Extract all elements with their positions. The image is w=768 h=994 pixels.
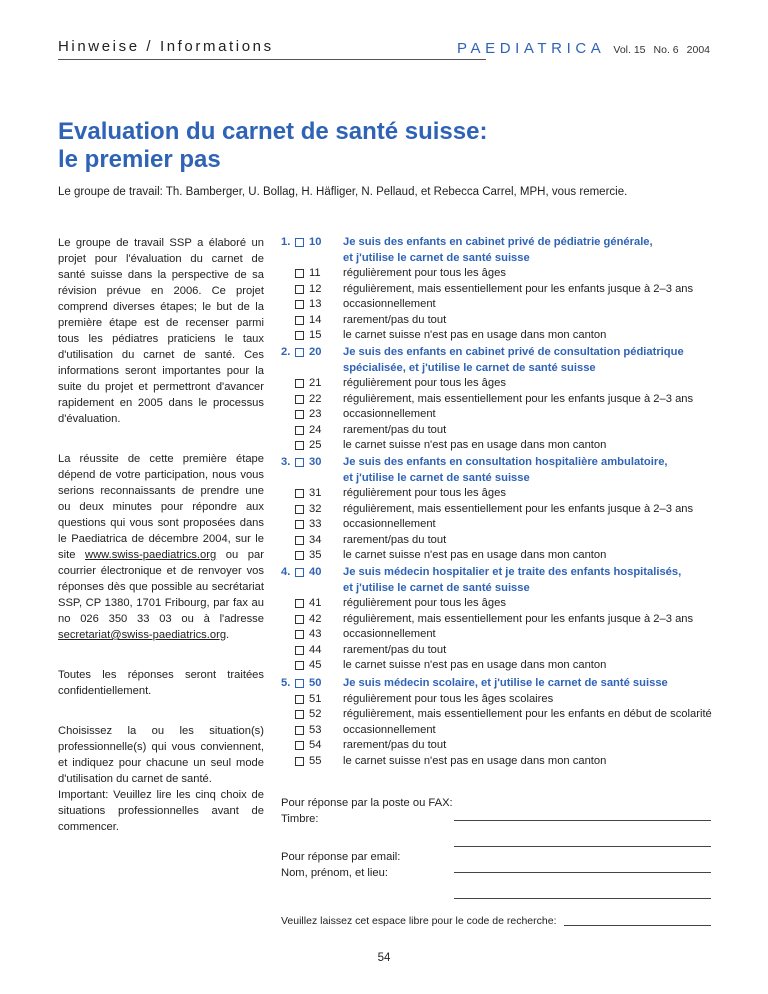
option-text: rarement/pas du tout <box>343 533 447 546</box>
question-heading <box>281 565 721 596</box>
option-text: régulièrement, mais essentiellement pour les enfants jusque à 2–3 ans <box>343 392 694 405</box>
option-code: 34 <box>309 533 322 546</box>
checkbox[interactable] <box>295 395 304 404</box>
option-text: occasionnellement <box>343 298 436 310</box>
answer-option <box>295 533 721 549</box>
blank-line-2[interactable] <box>454 898 711 899</box>
title-line-1: Evaluation du carnet de santé suisse: <box>58 118 488 145</box>
answer-option <box>295 438 721 454</box>
question-number: 1. <box>281 236 291 248</box>
checkbox[interactable] <box>295 489 304 498</box>
reply-stamp-label: Timbre: <box>281 813 319 825</box>
option-code: 14 <box>309 313 322 326</box>
intro-paragraph-2 <box>58 451 264 643</box>
volume: Vol. 15 <box>613 44 646 56</box>
checkbox[interactable] <box>295 726 304 735</box>
option-code: 31 <box>309 487 322 499</box>
reply-post-label: Pour réponse par la poste ou FAX: <box>281 797 453 809</box>
checkbox[interactable] <box>295 551 304 560</box>
option-text: rarement/pas du tout <box>343 423 447 436</box>
checkbox[interactable] <box>295 238 304 247</box>
answer-option <box>295 517 721 533</box>
name-line[interactable] <box>454 872 711 873</box>
option-text: occasionnellement <box>343 628 436 640</box>
option-text: occasionnellement <box>343 518 436 530</box>
option-code: 50 <box>309 677 322 689</box>
question-3 <box>281 455 721 564</box>
year: 2004 <box>686 44 710 56</box>
option-text: rarement/pas du tout <box>343 313 447 326</box>
checkbox[interactable] <box>295 520 304 529</box>
checkbox[interactable] <box>295 757 304 766</box>
page-number: 54 <box>377 952 391 964</box>
option-code: 41 <box>309 597 322 609</box>
option-code: 23 <box>309 408 322 420</box>
reply-email-label: Pour réponse par email: <box>281 851 401 863</box>
answer-option <box>295 282 721 298</box>
option-text: occasionnellement <box>343 723 436 736</box>
option-text: régulièrement pour tous les âges scolaires <box>343 692 554 705</box>
option-code: 30 <box>309 456 322 468</box>
option-text: régulièrement pour tous les âges <box>343 487 506 499</box>
checkbox[interactable] <box>295 285 304 294</box>
option-text: régulièrement pour tous les âges <box>343 597 506 609</box>
question-heading <box>281 235 721 266</box>
option-code: 51 <box>309 692 322 705</box>
email-link[interactable]: secretariat@swiss-paediatrics.org <box>58 629 227 641</box>
option-code: 25 <box>309 439 322 451</box>
checkbox[interactable] <box>295 505 304 514</box>
checkbox[interactable] <box>295 661 304 670</box>
intro-column <box>58 235 264 835</box>
heading-line-1: Je suis des enfants en consultation hospitalière ambulatoire, <box>343 456 668 468</box>
checkbox[interactable] <box>295 630 304 639</box>
checkbox[interactable] <box>295 426 304 435</box>
page-title <box>58 118 698 174</box>
question-2 <box>281 345 721 454</box>
answer-option <box>295 376 721 392</box>
option-text: le carnet suisse n'est pas en usage dans mon canton <box>343 659 607 671</box>
checkbox[interactable] <box>295 710 304 719</box>
option-text: le carnet suisse n'est pas en usage dans mon canton <box>343 439 607 451</box>
checkbox[interactable] <box>295 300 304 309</box>
credits: Le groupe de travail: Th. Bamberger, U. Bollag, H. Häfliger, N. Pellaud, et Rebecca Carrel, MPH, vous remercie. <box>58 186 628 198</box>
intro-paragraph-2-b: ou par courrier électronique et de renvoyer vos réponses dès que possible au secrétariat SSP, CP 1380, 1701 Fribourg, par fax au no 026 350 33 03 ou à l'adresse <box>58 549 264 625</box>
reply-email <box>281 849 400 881</box>
checkbox[interactable] <box>295 646 304 655</box>
option-code: 42 <box>309 612 322 625</box>
option-text: le carnet suisse n'est pas en usage dans mon canton <box>343 549 607 561</box>
answer-option <box>295 754 721 770</box>
issue-number: No. 6 <box>653 44 679 56</box>
question-heading <box>281 345 721 376</box>
answer-option <box>295 738 721 754</box>
heading-line-2: spécialisée, et j'utilise le carnet de santé suisse <box>343 361 596 374</box>
section-title: Hinweise / Informations <box>58 38 274 55</box>
answer-option <box>295 707 721 723</box>
reply-name-label: Nom, prénom, et lieu: <box>281 867 388 879</box>
checkbox[interactable] <box>295 615 304 624</box>
option-text: régulièrement pour tous les âges <box>343 267 506 279</box>
heading-line-1: Je suis médecin scolaire, et j'utilise le carnet de santé suisse <box>343 677 668 689</box>
option-text: régulièrement, mais essentiellement pour les enfants en début de scolarité <box>343 708 712 720</box>
research-code-line[interactable] <box>564 925 711 926</box>
option-code: 24 <box>309 423 322 436</box>
answer-option <box>295 502 721 518</box>
answer-option <box>295 692 721 708</box>
option-text: régulièrement, mais essentiellement pour les enfants jusque à 2–3 ans <box>343 282 694 295</box>
checkbox[interactable] <box>295 599 304 608</box>
question-number: 2. <box>281 346 291 358</box>
answer-option <box>295 266 721 282</box>
reply-post <box>281 795 453 827</box>
checkbox[interactable] <box>295 331 304 340</box>
checkbox[interactable] <box>295 316 304 325</box>
heading-line-2: et j'utilise le carnet de santé suisse <box>343 251 530 264</box>
option-code: 43 <box>309 628 322 640</box>
option-text: régulièrement pour tous les âges <box>343 377 506 389</box>
option-code: 55 <box>309 754 322 767</box>
heading-line-1: Je suis des enfants en cabinet privé de pédiatrie générale, <box>343 236 653 248</box>
option-code: 13 <box>309 298 322 310</box>
option-code: 21 <box>309 377 322 389</box>
heading-line-2: et j'utilise le carnet de santé suisse <box>343 581 530 594</box>
option-code: 12 <box>309 282 322 295</box>
answer-option <box>295 548 721 564</box>
option-text: régulièrement, mais essentiellement pour les enfants jusque à 2–3 ans <box>343 612 694 625</box>
option-code: 11 <box>309 267 321 279</box>
question-5 <box>281 676 721 769</box>
option-code: 44 <box>309 643 322 656</box>
question-number: 3. <box>281 456 291 468</box>
header-rule <box>58 59 486 60</box>
journal-header <box>457 40 710 57</box>
intro-paragraph-2-a: La réussite de cette première étape dépend de votre participation, nous vous serions reconnaissants de prendre une ou deux minutes pour répondre aux questions qui vous sont proposées dans le Paediatrica de décembre 2004, sur le site <box>58 453 264 561</box>
research-code-label: Veuillez laissez cet espace libre pour le code de recherche: <box>281 915 557 927</box>
checkbox[interactable] <box>295 458 304 467</box>
intro-paragraph-5: Important: Veuillez lire les cinq choix de situations professionnelles avant de commencer. <box>58 789 264 833</box>
option-text: régulièrement, mais essentiellement pour les enfants jusque à 2–3 ans <box>343 502 694 515</box>
option-code: 32 <box>309 502 322 515</box>
checkbox[interactable] <box>295 741 304 750</box>
intro-paragraph-2-c: . <box>226 629 230 641</box>
answer-option <box>295 423 721 439</box>
answer-option <box>295 723 721 739</box>
checkbox[interactable] <box>295 269 304 278</box>
option-code: 33 <box>309 518 322 530</box>
checkbox[interactable] <box>295 379 304 388</box>
checkbox[interactable] <box>295 679 304 688</box>
answer-option <box>295 392 721 408</box>
answer-option <box>295 486 721 502</box>
checkbox[interactable] <box>295 568 304 577</box>
heading-line-2: et j'utilise le carnet de santé suisse <box>343 471 530 484</box>
option-text: rarement/pas du tout <box>343 643 447 656</box>
option-code: 35 <box>309 549 322 561</box>
option-code: 40 <box>309 566 322 578</box>
option-code: 52 <box>309 708 322 720</box>
answer-option <box>295 596 721 612</box>
answer-option <box>295 627 721 643</box>
heading-line-1: Je suis des enfants en cabinet privé de consultation pédiatrique <box>343 346 684 358</box>
option-code: 22 <box>309 392 322 405</box>
checkbox[interactable] <box>295 536 304 545</box>
checkbox[interactable] <box>295 348 304 357</box>
option-text: rarement/pas du tout <box>343 739 447 751</box>
answer-option <box>295 643 721 659</box>
journal-name: PAEDIATRICA <box>457 40 606 57</box>
answer-option <box>295 297 721 313</box>
answer-option <box>295 612 721 628</box>
question-heading <box>281 676 721 692</box>
question-heading <box>281 455 721 486</box>
title-line-2: le premier pas <box>58 146 221 173</box>
option-code: 20 <box>309 346 322 358</box>
blank-line[interactable] <box>454 846 711 847</box>
question-number: 4. <box>281 566 291 578</box>
option-text: le carnet suisse n'est pas en usage dans mon canton <box>343 754 607 767</box>
answer-option <box>295 407 721 423</box>
intro-paragraph-4: Choisissez la ou les situation(s) professionnelle(s) qui vous conviennent, et indiquez pour chacune un seul mode d'utilisation du carnet de santé. <box>58 725 264 785</box>
option-code: 53 <box>309 723 322 736</box>
option-code: 54 <box>309 739 322 751</box>
checkbox[interactable] <box>295 410 304 419</box>
intro-paragraph-1: Le groupe de travail SSP a élaboré un projet pour l'évaluation du carnet de santé suisse dans la perspective de sa révision prévue en 2006. Ce projet comprend diverses étapes; le but de la première étape est de recenser parmi tous les pédiatres praticiens le taux d'utilisation du carnet de santé. Ces informations seront importantes pour la suite du projet et permettront d'avancer rapidement en 2005 dans le processus d'évaluation. <box>58 237 264 425</box>
answer-option <box>295 658 721 674</box>
option-text: occasionnellement <box>343 408 436 420</box>
question-number: 5. <box>281 677 291 689</box>
website-link[interactable]: www.swiss-paediatrics.org <box>85 549 217 561</box>
checkbox[interactable] <box>295 695 304 704</box>
stamp-line[interactable] <box>454 820 711 821</box>
intro-paragraph-3: Toutes les réponses seront traitées confidentiellement. <box>58 669 264 697</box>
option-code: 10 <box>309 236 322 248</box>
answer-option <box>295 328 721 344</box>
option-code: 15 <box>309 329 322 341</box>
question-4 <box>281 565 721 674</box>
option-text: le carnet suisse n'est pas en usage dans mon canton <box>343 329 607 341</box>
question-1 <box>281 235 721 344</box>
checkbox[interactable] <box>295 441 304 450</box>
option-code: 45 <box>309 659 322 671</box>
heading-line-1: Je suis médecin hospitalier et je traite des enfants hospitalisés, <box>343 566 682 578</box>
answer-option <box>295 313 721 329</box>
